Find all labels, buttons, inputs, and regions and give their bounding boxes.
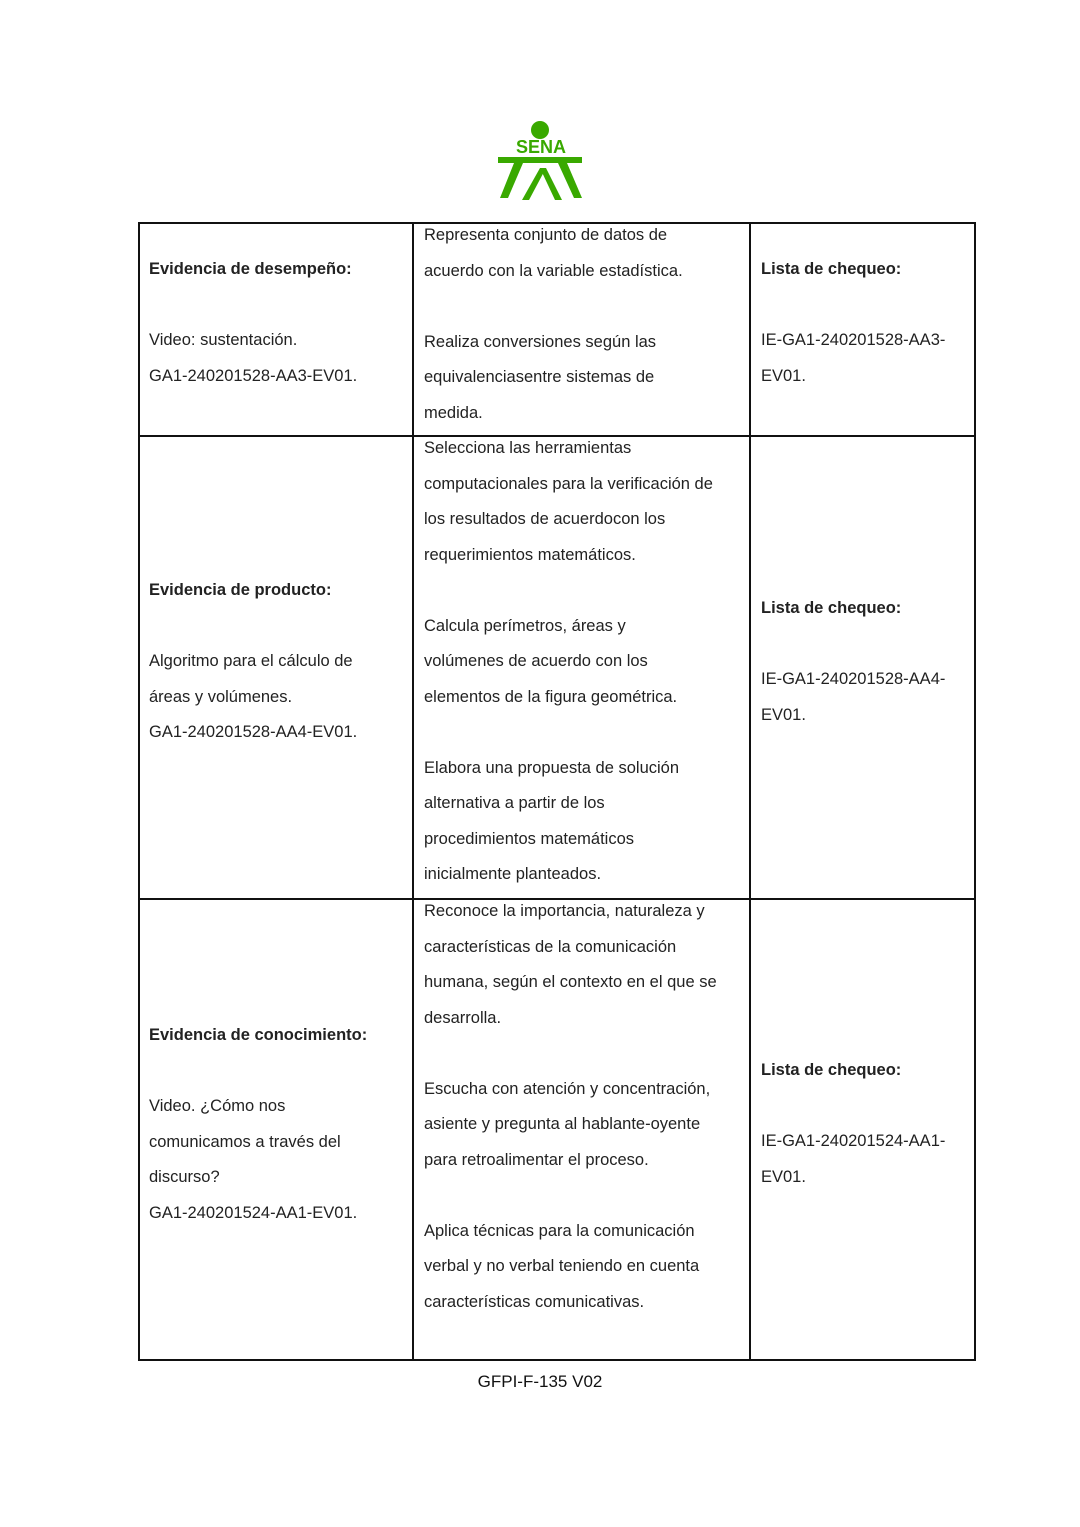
instrument-title: Lista de chequeo: bbox=[761, 260, 902, 278]
evidence-title: Evidencia de conocimiento: bbox=[149, 1026, 368, 1044]
evidence-text: discurso? bbox=[149, 1168, 220, 1186]
instrument-title: Lista de chequeo: bbox=[761, 1061, 902, 1079]
instrument-cell bbox=[750, 591, 976, 733]
blank-line bbox=[424, 715, 750, 751]
blank-line bbox=[424, 1036, 750, 1072]
blank-line bbox=[424, 289, 750, 325]
instrument-code: IE-GA1-240201524-AA1- bbox=[761, 1132, 946, 1150]
blank-line bbox=[424, 1178, 750, 1214]
criteria-text: inicialmente planteados. bbox=[424, 865, 602, 883]
criteria-text: humana, según el contexto en el que se bbox=[424, 973, 717, 991]
instrument-title: Lista de chequeo: bbox=[761, 599, 902, 617]
criteria-text: asiente y pregunta al hablante-oyente bbox=[424, 1115, 701, 1133]
criteria-text: para retroalimentar el proceso. bbox=[424, 1150, 649, 1169]
blank-line bbox=[761, 1089, 976, 1125]
criteria-text: alternativa a partir de los bbox=[424, 794, 605, 812]
evidence-cell bbox=[138, 573, 413, 751]
blank-line bbox=[424, 573, 750, 609]
evidence-text: áreas y volúmenes. bbox=[149, 687, 293, 706]
criteria-cell bbox=[413, 218, 750, 431]
blank-line bbox=[149, 609, 413, 645]
evidence-title: Evidencia de producto: bbox=[149, 581, 332, 599]
criteria-text: procedimientos matemáticos bbox=[424, 829, 635, 848]
criteria-text: Elabora una propuesta de solución bbox=[424, 758, 680, 777]
criteria-text: Representa conjunto de datos de bbox=[424, 226, 668, 244]
instrument-code: EV01. bbox=[761, 705, 806, 724]
criteria-text: verbal y no verbal teniendo en cuenta bbox=[424, 1257, 700, 1275]
criteria-cell bbox=[413, 431, 750, 893]
criteria-text: volúmenes de acuerdo con los bbox=[424, 652, 648, 670]
evidence-text: GA1-240201528-AA3-EV01. bbox=[149, 366, 358, 385]
criteria-text: computacionales para la verificación de bbox=[424, 474, 713, 493]
criteria-text: los resultados de acuerdocon los bbox=[424, 510, 666, 528]
evidence-text: Video. ¿Cómo nos bbox=[149, 1097, 286, 1115]
evidence-text: Algoritmo para el cálculo de bbox=[149, 652, 353, 670]
blank-line bbox=[761, 627, 976, 663]
evidence-cell bbox=[138, 252, 413, 394]
document-code: GFPI-F-135 V02 bbox=[477, 1372, 603, 1391]
criteria-text: características de la comunicación bbox=[424, 937, 677, 956]
criteria-text: Reconoce la importancia, naturaleza y bbox=[424, 902, 705, 920]
evidence-cell bbox=[138, 1018, 413, 1231]
evidence-text: comunicamos a través del bbox=[149, 1132, 341, 1151]
instrument-code: EV01. bbox=[761, 366, 806, 385]
evidence-text: Video: sustentación. bbox=[149, 331, 298, 349]
blank-line bbox=[149, 1054, 413, 1090]
criteria-text: Aplica técnicas para la comunicación bbox=[424, 1221, 695, 1240]
instrument-code: IE-GA1-240201528-AA3- bbox=[761, 331, 946, 349]
svg-text:SENA: SENA bbox=[515, 137, 567, 157]
blank-line bbox=[149, 288, 413, 324]
blank-line bbox=[761, 288, 976, 324]
sena-logo bbox=[496, 118, 586, 204]
criteria-text: acuerdo con la variable estadística. bbox=[424, 261, 683, 280]
instrument-code: EV01. bbox=[761, 1167, 806, 1186]
evidence-text: GA1-240201528-AA4-EV01. bbox=[149, 723, 358, 741]
criteria-text: desarrolla. bbox=[424, 1008, 502, 1027]
instrument-code: IE-GA1-240201528-AA4- bbox=[761, 670, 946, 688]
criteria-text: Calcula perímetros, áreas y bbox=[424, 616, 626, 635]
criteria-text: características comunicativas. bbox=[424, 1292, 645, 1311]
criteria-text: Realiza conversiones según las bbox=[424, 332, 657, 351]
criteria-text: medida. bbox=[424, 403, 483, 422]
criteria-text: equivalenciasentre sistemas de bbox=[424, 368, 655, 386]
criteria-text: elementos de la figura geométrica. bbox=[424, 687, 678, 706]
criteria-text: Selecciona las herramientas bbox=[424, 439, 632, 457]
criteria-text: requerimientos matemáticos. bbox=[424, 545, 636, 564]
criteria-cell bbox=[413, 894, 750, 1320]
instrument-cell bbox=[750, 1053, 976, 1195]
evidence-title: Evidencia de desempeño: bbox=[149, 260, 352, 278]
evidence-text: GA1-240201524-AA1-EV01. bbox=[149, 1203, 358, 1222]
instrument-cell bbox=[750, 252, 976, 394]
criteria-text: Escucha con atención y concentración, bbox=[424, 1079, 711, 1098]
